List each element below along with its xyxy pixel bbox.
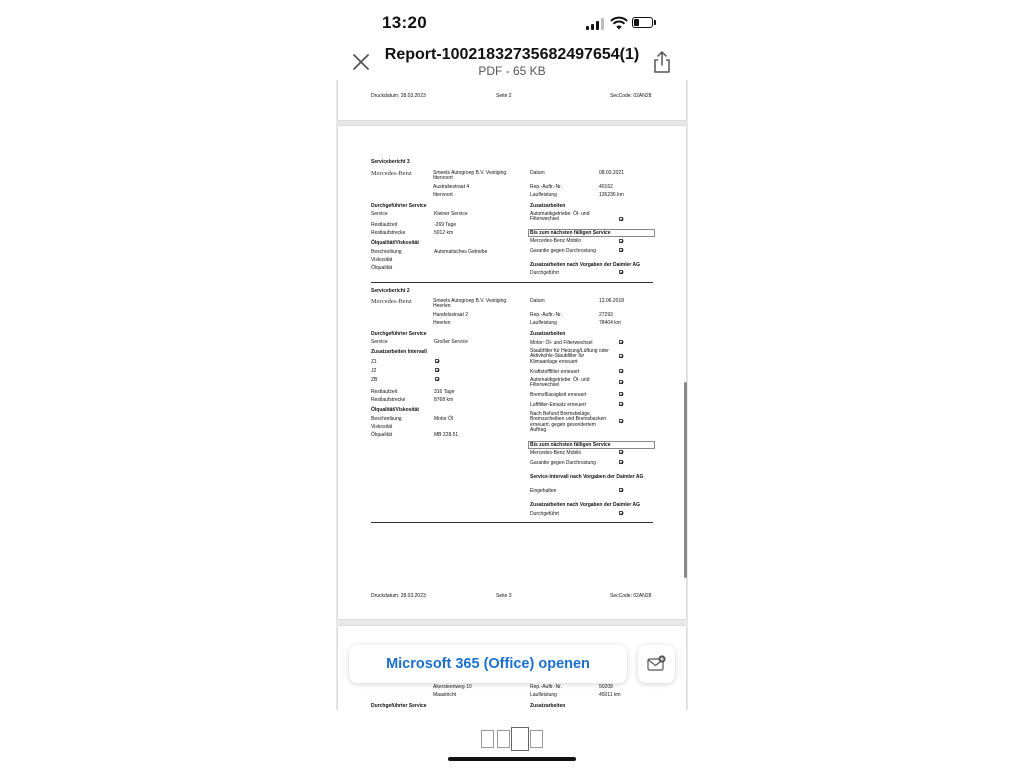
checkbox-checked [619,460,623,464]
lauf-value: 135236 km [599,192,624,198]
rep-value: 40162 [599,184,613,190]
checkbox-checked [619,488,623,492]
service-heading: Durchgeführter Service [371,203,427,209]
restlaufzeit-value: -269 Tage [434,222,457,228]
report-heading: Servicebericht 3 [371,159,410,165]
datum-label: Datum [530,170,545,176]
service-label: Service [371,339,388,345]
checkbox-checked [435,359,439,363]
service-label: Service [371,211,388,217]
intervall-zb: ZB [371,377,378,383]
service-value: Großer Service [434,339,468,345]
garantie-label: Garantie gegen Durchrostung [530,460,596,466]
zusatz-item: Motor: Öl- und Filterwechsel [530,340,593,346]
zusatz-item: Automatikgetriebe: Öl- und Filterwechsel [530,377,590,389]
service-heading: Durchgeführter Service [371,703,427,709]
viskositaet-label: Viskosität [371,257,393,263]
beschreibung-label: Beschreibung [371,249,402,255]
rep-label: Rep.-Auftr.-Nr. [530,184,562,190]
open-in-office-button[interactable]: Microsoft 365 (Office) openen [349,645,627,683]
intervall-daimler-heading: Service-Intervall nach Vorgaben der Daimler AG [530,474,644,480]
restlaufzeit-label: Restlaufzeit [371,222,398,228]
lauf-value: 45011 km [599,692,621,698]
viskositaet-label: Viskosität [371,424,393,430]
zusatz-heading: Zusatzarbeiten [530,331,566,337]
rep-value: 27293 [599,312,613,318]
checkbox-checked [619,270,623,274]
home-indicator [448,757,576,761]
checkbox-checked [619,511,623,515]
checkbox-checked [435,368,439,372]
page-footer-number: Seite 2 [496,93,512,99]
checkbox-checked [619,239,623,243]
status-time: 13:20 [382,13,427,32]
page-footer-number: Seite 3 [496,593,512,599]
checkbox-checked [619,450,623,454]
dealer-city: Ittervoort [433,192,453,198]
daimler-heading: Zusatzarbeiten nach Vorgaben der Daimler AG [530,262,641,268]
dealer-name: Smeets Autogroep B.V. Vestiging Heerlen [433,298,507,310]
restlaufzeit-label: Restlaufzeit [371,389,398,395]
zusatz-item: Kraftstofffilter erneuert [530,369,580,375]
intervall-heading: Zusatzarbeiten Intervall [371,349,427,355]
reststrecke-label: Restlaufstrecke [371,397,406,403]
report-heading: Servicebericht 2 [371,288,410,294]
dealer-city: Heerlen [433,320,451,326]
pdf-page-2 [338,80,686,120]
oelqualitaet-label: Ölqualität [371,265,393,271]
wifi-icon [610,16,628,30]
oil-heading: Ölqualität/Viskosität [371,240,419,246]
mercedes-benz-logo: Mercedes-Benz [371,170,412,177]
lauf-label: Laufleistung [530,692,557,698]
dealer-street: Akersteenweg 10 [433,684,472,690]
beschreibung-value: Motor Öl [434,416,454,422]
checkbox-checked [619,369,623,373]
durchgefuehrt-label: Durchgeführt [530,511,559,517]
checkbox-checked [619,217,623,221]
restlaufzeit-value: 316 Tage [434,389,455,395]
checkbox-checked [619,380,623,384]
mobilo-label: Mercedes-Benz Mobilo [530,238,582,244]
scroll-indicator[interactable] [684,382,687,578]
rep-label: Rep.-Auftr.-Nr. [530,312,562,318]
intervall-j2: J2 [371,368,377,374]
divider [371,522,653,523]
durchgefuehrt-label: Durchgeführt [530,270,559,276]
battery-icon [632,17,653,28]
next-service-heading: Bis zum nächsten fälligen Service [530,442,611,448]
datum-label: Datum [530,298,545,304]
eingehalten-label: Eingehalten [530,488,557,494]
zusatz-heading: Zusatzarbeiten [530,203,566,209]
daimler-heading: Zusatzarbeiten nach Vorgaben der Daimler AG [530,502,641,508]
oelqualitaet-value: MB 228.51 [434,432,459,438]
checkbox-checked [435,377,439,381]
checkbox-checked [619,402,623,406]
dealer-street: Handelsstraat 2 [433,312,469,318]
service-heading: Durchgeführter Service [371,331,427,337]
checkbox-checked [619,392,623,396]
signal-icon [586,18,604,30]
document-subtitle: PDF - 65 KB [478,64,546,78]
zusatz-item: Nach Befund Bremsbeläge, Bremsscheiben und Bremsbacken erneuert, gegen gesondertem Auftrag [530,411,607,434]
zusatz-item: Staubfilter für Heizung/Lüftung oder Aktivkohle-Staubfilter für Klimaanlage erneuert [530,348,609,365]
oelqualitaet-label: Ölqualität [371,432,393,438]
reststrecke-value: 8768 km [434,397,454,403]
thumbnails-icon[interactable] [480,727,544,751]
document-title: Report-1002183273568249765​4(1) [384,46,640,63]
pdf-page-3 [338,126,686,619]
mail-add-button[interactable] [638,645,675,683]
mail-add-icon [647,655,666,672]
zusatz-item: Bremsflüssigkeit erneuert [530,392,587,398]
service-value: Kleiner Service [434,211,468,217]
pdf-viewer[interactable] [336,80,688,710]
checkbox-checked [619,419,623,423]
lauf-label: Laufleistung [530,192,557,198]
page-footer-seccode: SecCode: 02AN28 [610,593,652,599]
dealer-name: Smeets Autogroep B.V. Vestiging Ittervoort [433,170,507,182]
oil-heading: Ölqualität/Viskosität [371,407,419,413]
reststrecke-value: 5012 km [434,230,454,236]
zusatz-item: Automatikgetriebe: Öl- und Filterwechsel [530,211,590,223]
page-footer-date: Druckdatum: 28.03.2023 [371,93,426,99]
checkbox-checked [619,248,623,252]
mobilo-label: Mercedes-Benz Mobilo [530,450,582,456]
battery-cap [654,20,656,25]
dealer-city: Maastricht [433,692,457,698]
share-icon[interactable] [652,51,672,73]
page-footer-seccode: SecCode: 02AN28 [610,93,652,99]
datum-value: 13.06.2018 [599,298,625,304]
lauf-value: 78404 km [599,320,621,326]
rep-value: 50208 [599,684,613,690]
intervall-z1: Z1 [371,359,377,365]
page-footer-date: Druckdatum: 28.03.2023 [371,593,426,599]
zusatz-item: Luftfilter-Einsatz erneuert [530,402,586,408]
mercedes-benz-logo: Mercedes-Benz [371,298,412,305]
lauf-label: Laufleistung [530,320,557,326]
beschreibung-value: Automatisches Getriebe [434,249,488,255]
zusatz-heading: Zusatzarbeiten [530,703,566,709]
rep-label: Rep.-Auftr.-Nr. [530,684,562,690]
datum-value: 08.03.2021 [599,170,625,176]
reststrecke-label: Restlaufstrecke [371,230,406,236]
divider [371,282,653,283]
checkbox-checked [619,340,623,344]
checkbox-checked [619,354,623,358]
dealer-street: Australiestraat 4 [433,184,470,190]
next-service-heading: Bis zum nächsten fälligen Service [530,230,611,236]
garantie-label: Garantie gegen Durchrostung [530,248,596,254]
beschreibung-label: Beschreibung [371,416,402,422]
